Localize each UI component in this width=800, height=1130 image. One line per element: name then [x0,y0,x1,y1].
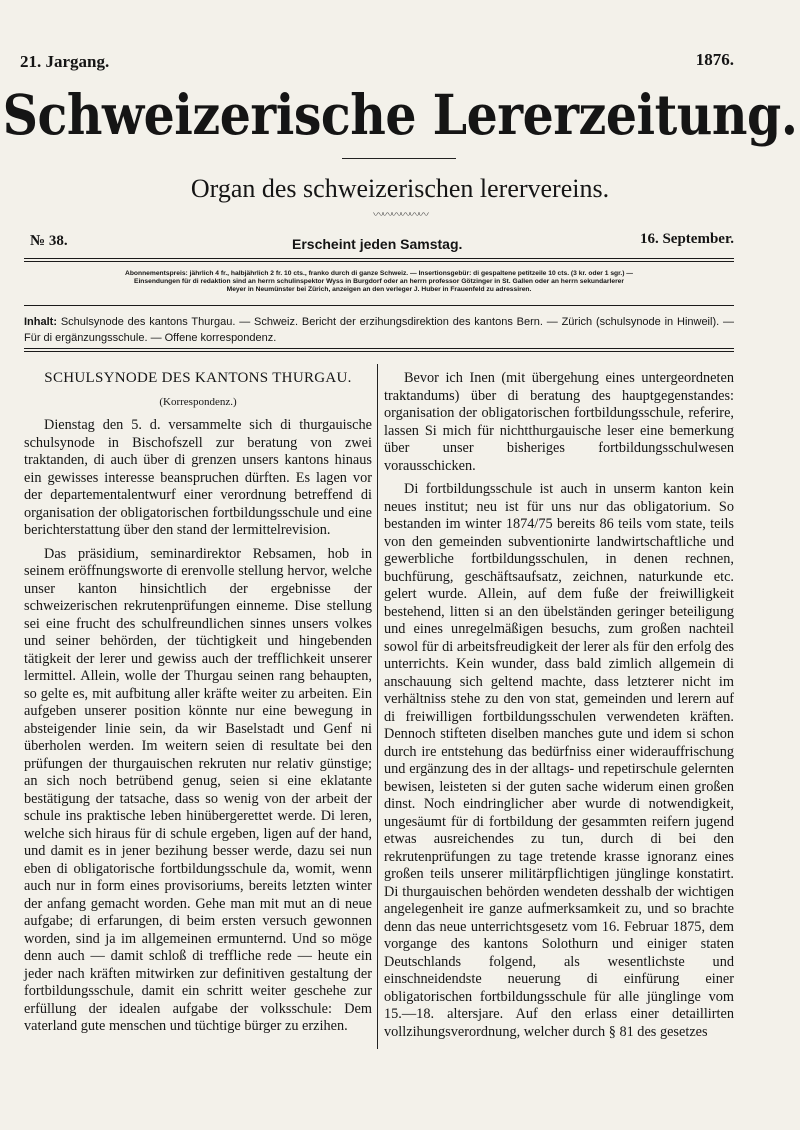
year-label: 1876. [695,50,734,69]
contents-text: Schulsynode des kantons Thurgau. — Schweiz. Bericht der erzihungsdirektion des kantons Bern. — Zürich (schulsynode in Hinweil). — Für di ergänzungsschule. — Offene korrespondenz. [24,316,734,344]
ornament-divider: 〰〰〰〰〰〰 [373,209,427,221]
issue-number: № 38. [30,233,68,249]
article-byline: (Korrespondenz.) [159,395,237,408]
paragraph: Das präsidium, seminardirektor Rebsamen, hob in seinem eröffnungsworte di erenvolle stellung hervor, welche unser kanton hinsichtlich der ergebnisse der schweizerischen rekrutenprüfungen einneme. Dise stellung sei eine frucht des schulfreundlichen sinnes unsers volkes und seiner behörden, der tüchtigkeit und hingebenden tätigkeit der lerer und gewiss auch der trefflichkeit unserer lermittel. Allein, wolle der Thurgau seinen rang behaupten, so gelte es, mit aufbitung aller kräfte weiter zu arbeiten. Ein aufgeben unserer position könnte nur eine bewegung in absteigender linie sein, da wir Baselstadt und Genf ni überholen werden. Im weitern seien di resultate bei den prüfungen der thurgauischen rekruten nur relativ günstige; an sich noch betrübend genug, seien si eine eklatante bestätigung der tatsache, dass so wenig von der arbeit der schule ins praktische leben hinübergerettet werde. Di leren, welche sich hiraus für di schule ergeben, ligen auf der hand, und damit es in jener bezihung besser werde, dazu sei nun eben di obligatorische fortbildungsschule da, womit, wenn auch nur in form eines provisoriums, bereits letzten winter der anfang gemacht worden. Gehe man mit mut an di neue aufgabe; di erfarungen, di beim ersten versuch gewonnen worden, sind ja im allgemeinen ermunternd. Und so möge denn auch — damit schloß di treffliche rede — heute ein jeder nach kräften mitwirken zur definitiven gestaltung der fortbildungsschule, damit ein schritt weiter geschehe zur erfüllung der idealen aufgabe der volksschule: Dem vaterland gute menschen und tüchtige bürger zu erzihen. [24,545,372,1034]
subscription-line: Einsendungen für di redaktion sind an herrn schulinspektor Wyss in Burgdorf oder an herrn professor Götzinger in St. Gallen oder an herrn sekundarlerer [133,278,624,286]
subscription-line: Abonnementspreis: jährlich 4 fr., halbjährlich 2 fr. 10 cts., franko durch di ganze Schweiz. — Insertionsgebür: di gespaltene petitzeile 10 cts. (3 kr. oder 1 sgr.) — [124,270,633,277]
issue-date: 16. September. [639,231,734,247]
column-divider [377,364,378,1049]
paragraph: Di fortbildungsschule ist auch in unserm kanton kein neues institut; neu ist für uns nur das obligatorium. So bestanden im winter 1874/75 bereits 86 teils vom state, teils von den gemeinden subventionirte landwirtschaftliche und gewerbliche fortbildungsschulen, in denen rechnen, buchfürung, geschäftsaufsatz, zeichnen, naturkunde etc. gelert wurde. Allein, auf dem fuße der freiwilligkeit bestehend, litten si an den übelständen geringer beteiligung und eines unregelmäßigen besuchs, zum großen nachteil sowol für di arbeitsfreudigkeit der lerer als für den erfolg des unterrichts. Kein wunder, dass bald zimlich allgemein di anschauung sich geltend machte, dass letzterer nicht im verhältniss stehe zu den von stat, gemeinden und lerern auf di freiwilligen fortbildungsschulen verwendeten kräften. Dennoch stifteten diselben manches gute und idem si schon durch ire entstehung das bedürfniss einer widerauffrischung und ergänzung des in der alltags- und repetirschule gelernten bewisen, leisteten si der guten sache widerum einen großen dinst. Noch eindringlicher aber wurde di notwendigkeit, ungesäumt für di fortbildung der gesammten reifern jugend etwas ausreichendes zu tun, durch di bei den rekrutenprüfungen zu tage tretende krasse ignoranz eines großen teils unserer militärpflichtigen jünglinge konstatirt. Di thurgauischen behörden wendeten desshalb der wichtigen angelegenheit ire ganze aufmerksamkeit zu, und so brachte denn das neue unterrichtsgesetz vom 16. Februar 1875, dem vorgange des kantons Solothurn und einiger staten Deutschlands folgend, als wesentlichste und einschneidendste neuerung di einfürung einer obligatorischen fortbildungsschule für alle jünglinge vom 15.—18. altersjare. Auf den erlass einer detaillirten vollzihungsverordnung, welcher durch § 81 des gesetzes [384,481,734,1040]
contents-label: Inhalt: [24,316,57,328]
article-column-left [24,370,372,1036]
header-rule-top [24,258,734,262]
newspaper-subtitle: Organ des schweizerischen lerervereins. [190,174,610,203]
contents-rule-bottom [24,348,734,352]
contents-rule-top [24,305,734,306]
newspaper-title: Schweizerische Lererzeitung. [2,82,798,148]
table-of-contents [24,315,734,346]
volume-label: 21. Jargang. [20,52,110,71]
title-divider [342,158,456,159]
article-column-right [384,370,734,1041]
article-heading: SCHULSYNODE DES KANTONS THURGAU. [44,370,352,386]
issue-frequency: Erscheint jeden Samstag. [292,236,463,252]
subscription-line: Meyer in Neumünster bei Zürich, anzeigen an den verleger J. Huber in Frauenfeld zu adressiren. [226,286,532,294]
subscription-info [24,270,734,295]
paragraph: Dienstag den 5. d. versammelte sich di thurgauische schulsynode in Bischofszell zur beratung von zwei traktanden, di auch über di grenzen unsers kantons hinaus ein gewisses interesse beanspruchen dürften. Es lagen vor der departementalentwurf einer verordnung betreffend di organisation der obligatorischen fortbildungsschule und eine berichterstattung über den stand der lermittelrevision. [24,417,372,538]
paragraph: Bevor ich Inen (mit übergehung eines untergeordneten traktandums) über di beratung des hauptgegenstandes: organisation der obligatorischen fortbildungsschule, referire, lassen Si mich für nichtthurgauische leser eine bemerkung über unser bisheriges fortbildungsschulwesen vorausschicken. [384,370,734,474]
